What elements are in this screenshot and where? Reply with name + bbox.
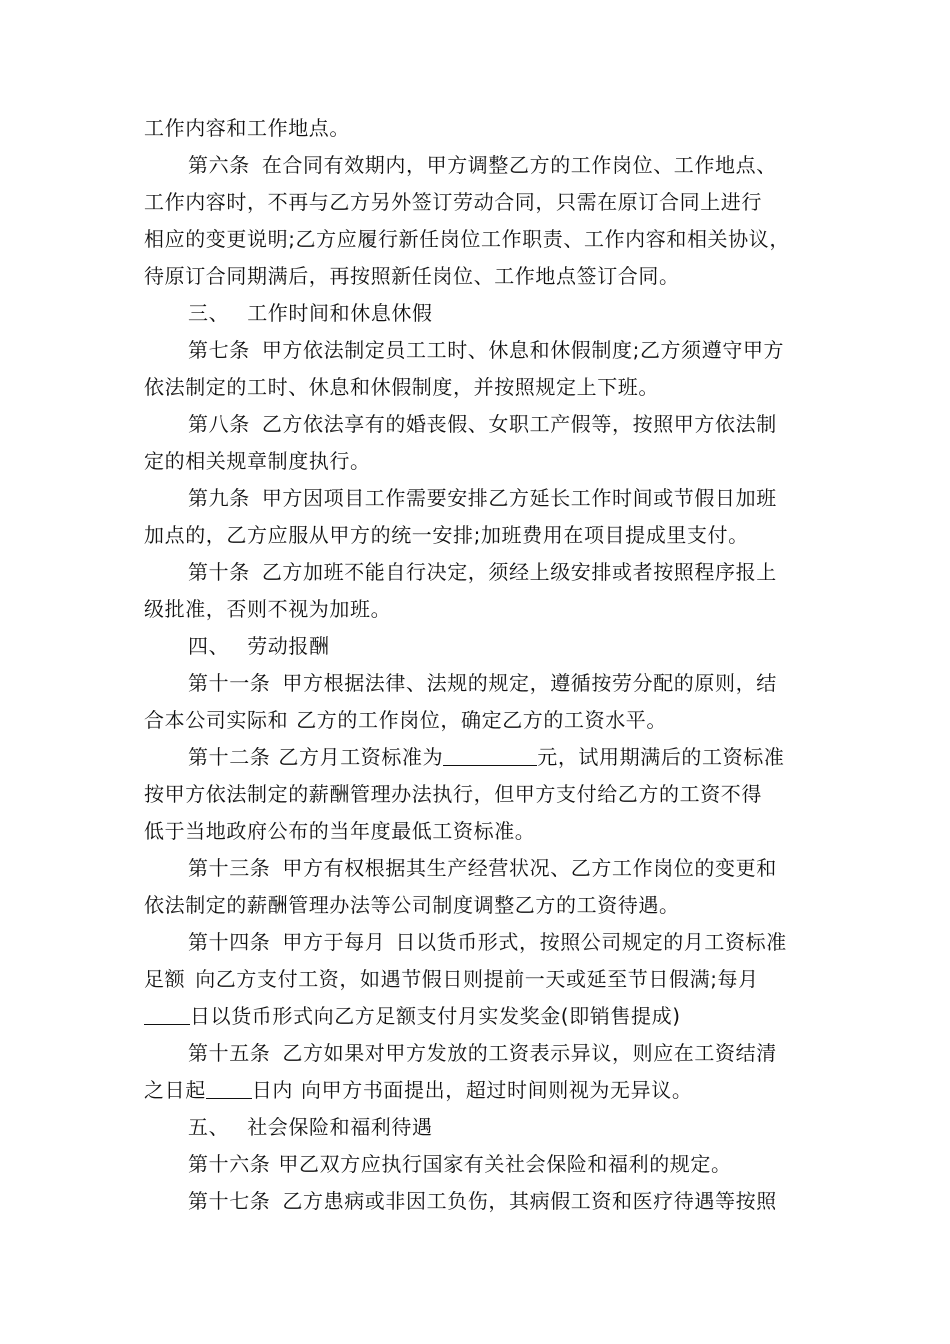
section-number: 四、 — [188, 634, 230, 658]
text-run: 甲乙双方应执行国家有关社会保险和福利的规定。 — [278, 1152, 732, 1176]
text-line — [144, 706, 667, 734]
text-line — [144, 521, 749, 549]
text-run: 依法制定的薪酬管理办法等公司制度调整乙方的工资待遇。 — [144, 893, 680, 917]
fill-in-blank — [206, 1078, 252, 1099]
text-run: 待原订合同期满后，再按照新任岗位、工作地点签订合同。 — [144, 264, 680, 288]
text-run: 相应的变更说明;乙方应履行新任岗位工作职责、工作内容和相关协议， — [144, 227, 790, 251]
text-line — [144, 817, 535, 845]
article-14-line — [188, 928, 787, 956]
text-line — [144, 1002, 681, 1030]
section-heading — [188, 1113, 433, 1141]
text-run: 甲方有权根据其生产经营状况、乙方工作岗位的变更和 — [282, 856, 777, 880]
text-line — [144, 595, 391, 623]
article-17-line — [188, 1187, 777, 1215]
article-number: 第十五条 — [188, 1041, 271, 1065]
article-number: 第十条 — [188, 560, 250, 584]
article-number: 第十六条 — [188, 1152, 271, 1176]
section-heading — [188, 632, 330, 660]
text-run: 定的相关规章制度执行。 — [144, 449, 371, 473]
text-run: 乙方如果对甲方发放的工资表示异议，则应在工资结清 — [282, 1041, 777, 1065]
text-run: 乙方的工作岗位，确定乙方的工资水平。 — [296, 708, 668, 732]
article-11-line — [188, 669, 777, 697]
text-run: 乙方月工资标准为 — [278, 745, 444, 769]
article-number: 第六条 — [188, 153, 250, 177]
article-number: 第十三条 — [188, 856, 271, 880]
text-run: 按甲方依法制定的薪酬管理办法执行，但甲方支付给乙方的工资不得 — [144, 782, 762, 806]
text-run: 甲方因项目工作需要安排乙方延长工作时间或节假日加班 — [261, 486, 777, 510]
article-7-line — [188, 336, 784, 364]
section-title: 社会保险和福利待遇 — [247, 1115, 433, 1139]
section-title: 劳动报酬 — [247, 634, 330, 658]
section-number: 五、 — [188, 1115, 230, 1139]
text-run: 乙方加班不能自行决定，须经上级安排或者按照程序报上 — [261, 560, 777, 584]
text-line — [144, 965, 759, 993]
article-number: 第十四条 — [188, 930, 271, 954]
text-run: 工作内容和工作地点。 — [144, 116, 350, 140]
text-run: 甲方于每月 — [282, 930, 386, 954]
text-run: 日以货币形式，按照公司规定的月工资标准 — [395, 930, 787, 954]
text-run: 乙方患病或非因工负伤，其病假工资和医疗待遇等按照 — [282, 1189, 777, 1213]
text-run: 元，试用期满后的工资标准 — [537, 745, 785, 769]
section-number: 三、 — [188, 301, 230, 325]
text-line — [144, 780, 762, 808]
text-run: 足额 — [144, 967, 186, 991]
article-number: 第十七条 — [188, 1189, 271, 1213]
text-run: 合本公司实际和 — [144, 708, 289, 732]
article-number: 第十一条 — [188, 671, 271, 695]
text-run: 依法制定的工时、休息和休假制度，并按照规定上下班。 — [144, 375, 659, 399]
text-run: 甲方根据法律、法规的规定，遵循按劳分配的原则，结 — [282, 671, 777, 695]
article-number: 第七条 — [188, 338, 250, 362]
article-16-line — [188, 1150, 732, 1178]
fill-in-blank — [144, 1004, 190, 1025]
text-run: 甲方依法制定员工工时、休息和休假制度;乙方须遵守甲方 — [261, 338, 785, 362]
text-line — [144, 114, 350, 142]
section-heading — [188, 299, 433, 327]
section-title: 工作时间和休息休假 — [247, 301, 433, 325]
fill-in-blank — [443, 745, 537, 766]
article-10-line — [188, 558, 777, 586]
text-run: 向甲方书面提出，超过时间则视为无异议。 — [301, 1078, 693, 1102]
text-line — [144, 447, 371, 475]
text-line — [144, 225, 790, 253]
article-12-line — [188, 743, 784, 771]
text-run: 日内 — [251, 1078, 294, 1102]
text-run: 在合同有效期内，甲方调整乙方的工作岗位、工作地点、 — [261, 153, 777, 177]
text-run: 日以货币形式向乙方足额支付月实发奖金(即销售提成) — [190, 1004, 681, 1028]
article-13-line — [188, 854, 777, 882]
text-run: 乙方依法享有的婚丧假、女职工产假等，按照甲方依法制 — [261, 412, 777, 436]
text-line — [144, 373, 659, 401]
article-8-line — [188, 410, 777, 438]
article-9-line — [188, 484, 777, 512]
text-run: 之日起 — [144, 1078, 206, 1102]
text-run: 加点的，乙方应服从甲方的统一安排;加班费用在项目提成里支付。 — [144, 523, 749, 547]
text-run: 低于当地政府公布的当年度最低工资标准。 — [144, 819, 536, 843]
article-15-line — [188, 1039, 777, 1067]
text-line — [144, 1076, 692, 1104]
text-line — [144, 262, 680, 290]
article-number: 第八条 — [188, 412, 250, 436]
article-number: 第十二条 — [188, 745, 271, 769]
article-6-line — [188, 151, 777, 179]
text-run: 级批准，否则不视为加班。 — [144, 597, 392, 621]
text-line — [144, 891, 680, 919]
text-run: 工作内容时，不再与乙方另外签订劳动合同，只需在原订合同上进行 — [144, 190, 762, 214]
text-line — [144, 188, 762, 216]
text-run: 向乙方支付工资，如遇节假日则提前一天或延至节日假满;每月 — [195, 967, 759, 991]
article-number: 第九条 — [188, 486, 250, 510]
